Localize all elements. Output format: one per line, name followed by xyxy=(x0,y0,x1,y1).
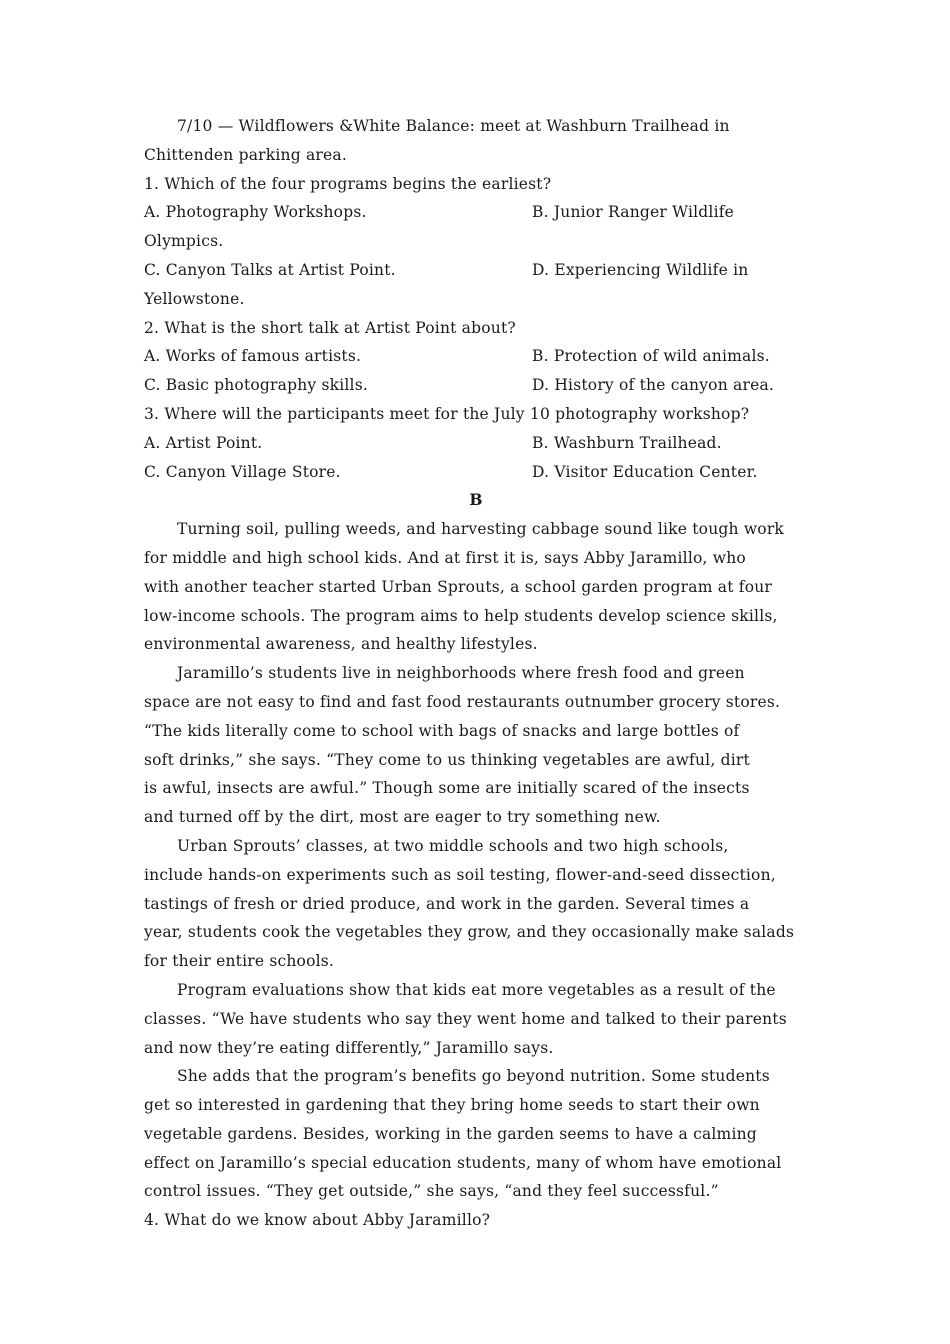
question-3-option-a[interactable]: A. Artist Point. xyxy=(144,433,263,452)
passage-line: Urban Sprouts’ classes, at two middle schools and two high schools, xyxy=(177,836,729,855)
question-1-options-row-1 xyxy=(144,198,808,227)
passage-line: space are not easy to find and fast food restaurants outnumber grocery stores. xyxy=(144,692,781,711)
passage-line: classes. “We have students who say they went home and talked to their parents xyxy=(144,1009,787,1028)
question-2-options-row-2 xyxy=(144,371,808,400)
question-3-option-d[interactable]: D. Visitor Education Center. xyxy=(532,462,758,481)
question-1-stem: 1. Which of the four programs begins the earliest? xyxy=(144,174,552,193)
question-3-options-row-2 xyxy=(144,458,808,487)
question-2-stem: 2. What is the short talk at Artist Point about? xyxy=(144,318,516,337)
passage-line: is awful, insects are awful.” Though some are initially scared of the insects xyxy=(144,779,750,798)
question-1-option-a[interactable]: A. Photography Workshops. xyxy=(144,203,367,222)
passage-line: Program evaluations show that kids eat more vegetables as a result of the xyxy=(177,980,776,999)
schedule-note-line-1: 7/10 — Wildflowers &White Balance: meet at Washburn Trailhead in xyxy=(177,117,730,135)
passage-line: soft drinks,” she says. “They come to us thinking vegetables are awful, dirt xyxy=(144,750,750,769)
passage-line: vegetable gardens. Besides, working in the garden seems to have a calming xyxy=(144,1124,757,1143)
passage-line: for their entire schools. xyxy=(144,952,335,971)
question-1-option-b-continued: Olympics. xyxy=(144,232,224,251)
question-2-options-row-1 xyxy=(144,342,808,371)
question-3-option-b[interactable]: B. Washburn Trailhead. xyxy=(532,433,722,452)
passage-line: tastings of fresh or dried produce, and work in the garden. Several times a xyxy=(144,894,750,913)
passage-line: and now they’re eating differently,” Jaramillo says. xyxy=(144,1038,554,1057)
passage-line: for middle and high school kids. And at first it is, says Abby Jaramillo, who xyxy=(144,548,746,567)
passage-line: include hands-on experiments such as soil testing, flower-and-seed dissection, xyxy=(144,865,776,884)
question-2-option-b[interactable]: B. Protection of wild animals. xyxy=(532,347,770,366)
question-1-option-d-continued: Yellowstone. xyxy=(144,289,245,308)
passage-line: control issues. “They get outside,” she says, “and they feel successful.” xyxy=(144,1182,719,1201)
question-2-option-a[interactable]: A. Works of famous artists. xyxy=(144,347,362,366)
question-1-option-d[interactable]: D. Experiencing Wildlife in xyxy=(532,260,749,279)
passage-line: effect on Jaramillo’s special education students, many of whom have emotional xyxy=(144,1153,782,1172)
document-page xyxy=(144,112,808,1235)
schedule-note-line-2: Chittenden parking area. xyxy=(144,145,347,164)
passage-line: with another teacher started Urban Sprouts, a school garden program at four xyxy=(144,577,773,596)
question-3-options-row-1 xyxy=(144,429,808,458)
passage-line: get so interested in gardening that they bring home seeds to start their own xyxy=(144,1096,760,1115)
passage-line: Turning soil, pulling weeds, and harvesting cabbage sound like tough work xyxy=(177,520,785,539)
question-2-option-c[interactable]: C. Basic photography skills. xyxy=(144,376,368,395)
question-1-options-row-2 xyxy=(144,256,808,285)
question-1-option-c[interactable]: C. Canyon Talks at Artist Point. xyxy=(144,260,396,279)
passage-line: environmental awareness, and healthy lifestyles. xyxy=(144,635,538,654)
question-2-option-d[interactable]: D. History of the canyon area. xyxy=(532,376,775,395)
passage-line: low-income schools. The program aims to help students develop science skills, xyxy=(144,606,778,625)
question-4-stem: 4. What do we know about Abby Jaramillo? xyxy=(144,1211,491,1230)
section-b-title: B xyxy=(469,490,483,510)
question-3-stem: 3. Where will the participants meet for the July 10 photography workshop? xyxy=(144,404,750,423)
passage-line: Jaramillo’s students live in neighborhoods where fresh food and green xyxy=(177,664,745,683)
question-1-option-b[interactable]: B. Junior Ranger Wildlife xyxy=(532,203,735,222)
passage-line: year, students cook the vegetables they grow, and they occasionally make salads xyxy=(144,923,795,942)
passage-line: She adds that the program’s benefits go beyond nutrition. Some students xyxy=(177,1067,770,1086)
question-3-option-c[interactable]: C. Canyon Village Store. xyxy=(144,462,341,481)
passage-line: “The kids literally come to school with bags of snacks and large bottles of xyxy=(144,721,740,740)
passage-line: and turned off by the dirt, most are eager to try something new. xyxy=(144,808,661,827)
